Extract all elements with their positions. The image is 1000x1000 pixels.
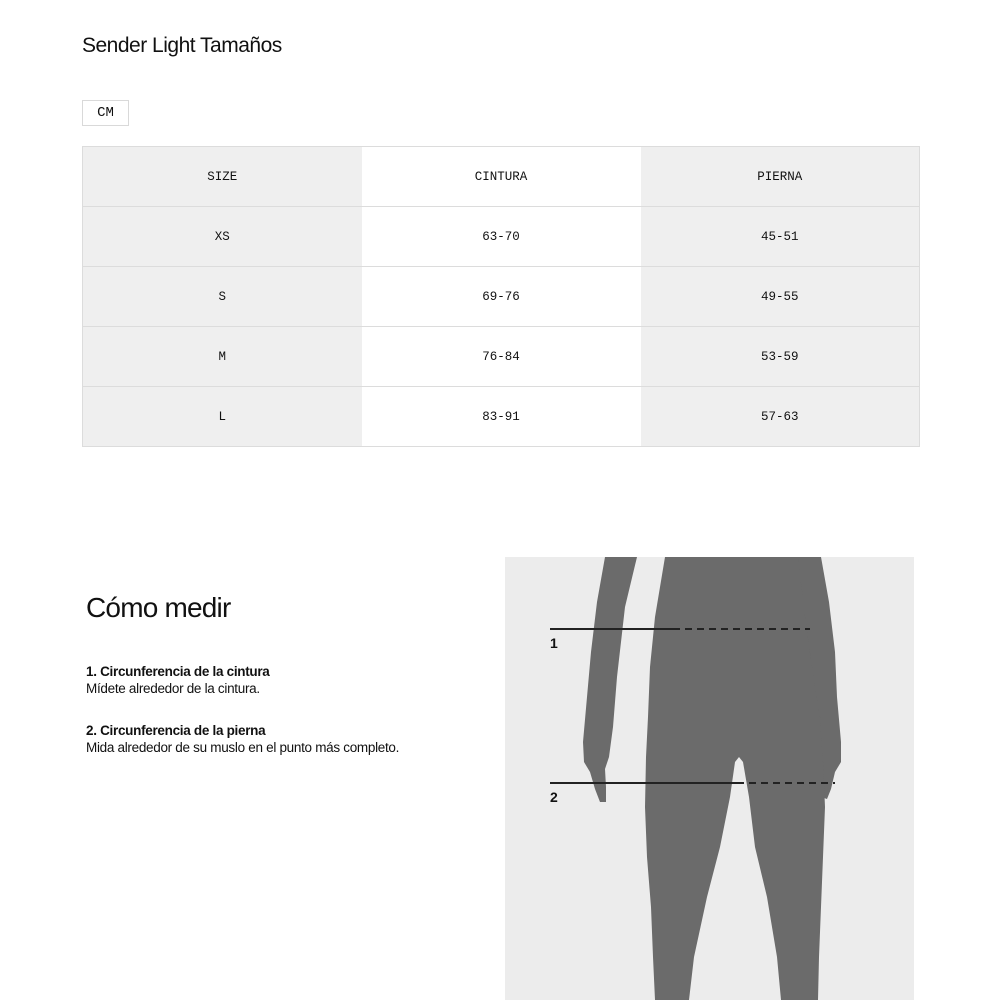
unit-toggle-button[interactable]: CM <box>82 100 129 126</box>
step-description: Mida alrededor de su muslo en el punto más completo. <box>86 740 400 755</box>
waist-marker-label: 1 <box>550 635 558 651</box>
cell-size: XS <box>83 207 362 267</box>
cell-pierna: 49-55 <box>641 267 920 327</box>
size-table <box>82 146 920 447</box>
table-row <box>83 207 920 267</box>
leg-marker-label: 2 <box>550 789 558 805</box>
table-row <box>83 327 920 387</box>
cell-size: L <box>83 387 362 447</box>
body-silhouette-illustration <box>505 557 914 1000</box>
step-title: 2. Circunferencia de la pierna <box>86 723 266 738</box>
cell-cintura: 83-91 <box>362 387 641 447</box>
cell-pierna: 53-59 <box>641 327 920 387</box>
cell-cintura: 69-76 <box>362 267 641 327</box>
column-header-cintura: CINTURA <box>362 147 641 207</box>
step-description: Mídete alrededor de la cintura. <box>86 681 260 696</box>
cell-size: S <box>83 267 362 327</box>
cell-cintura: 63-70 <box>362 207 641 267</box>
how-to-measure-title: Cómo medir <box>86 592 231 623</box>
cell-cintura: 76-84 <box>362 327 641 387</box>
column-header-size: SIZE <box>83 147 362 207</box>
cell-pierna: 57-63 <box>641 387 920 447</box>
table-row <box>83 267 920 327</box>
measure-step-waist <box>86 663 270 697</box>
measure-step-leg <box>86 722 399 756</box>
column-header-pierna: PIERNA <box>641 147 920 207</box>
step-title: 1. Circunferencia de la cintura <box>86 664 270 679</box>
measurement-figure <box>505 557 914 1000</box>
table-header-row <box>83 147 920 207</box>
table-row <box>83 387 920 447</box>
cell-size: M <box>83 327 362 387</box>
page-title: Sender Light Tamaños <box>82 34 282 57</box>
cell-pierna: 45-51 <box>641 207 920 267</box>
